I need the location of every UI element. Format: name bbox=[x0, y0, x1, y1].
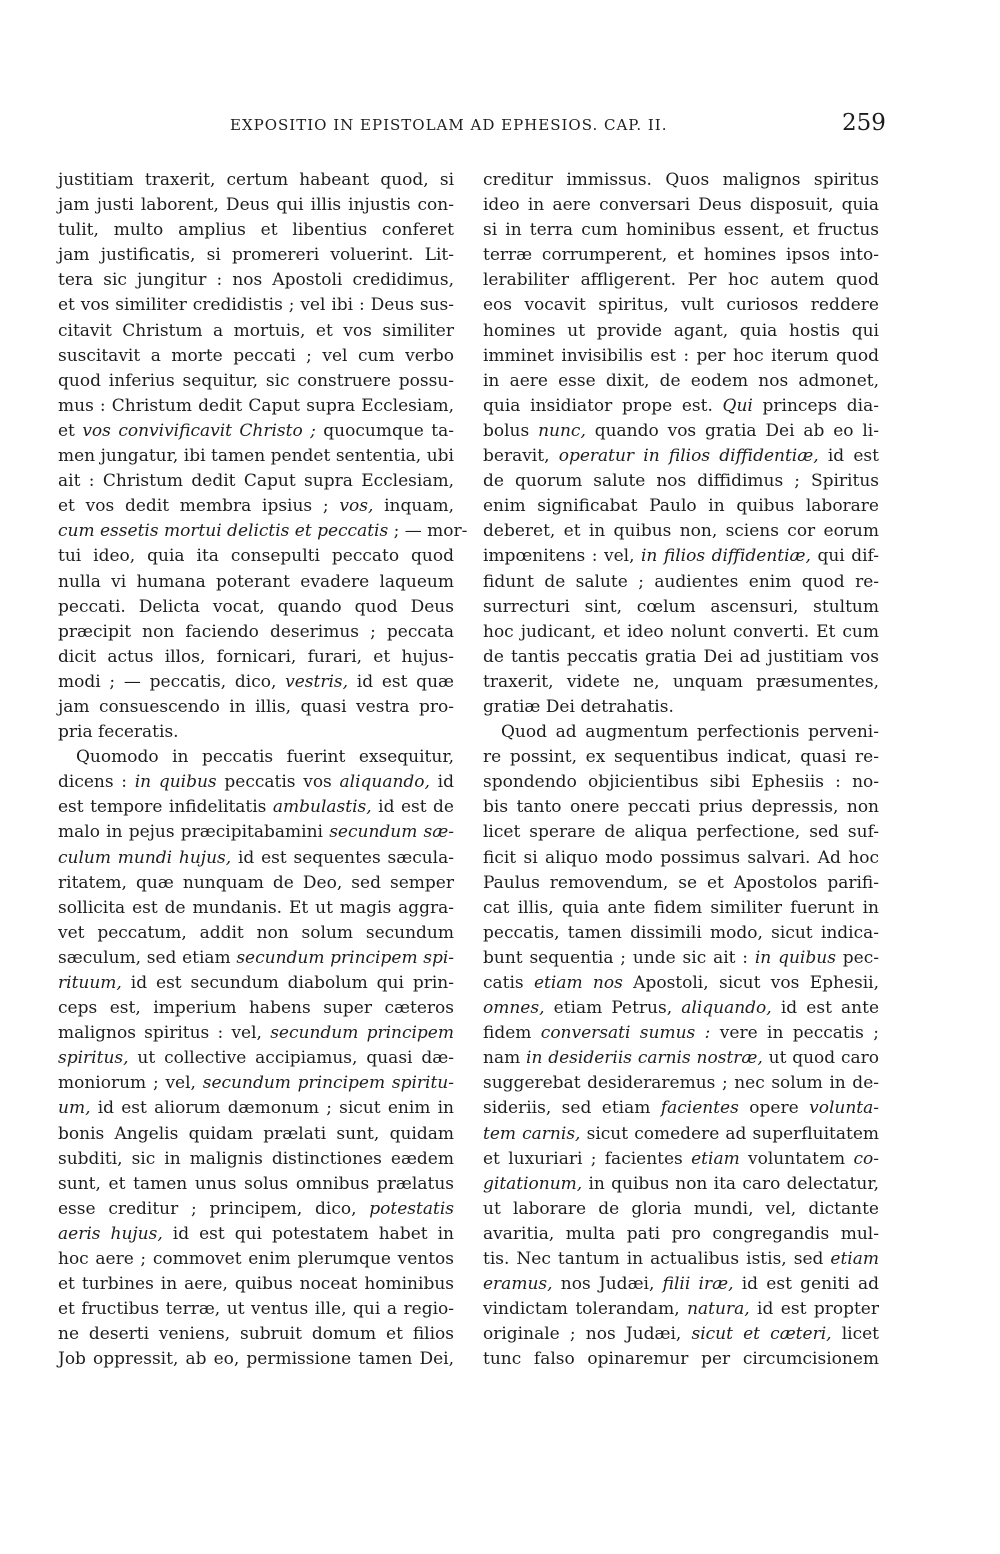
italic-text: volunta- bbox=[809, 1098, 879, 1119]
text-segment: traxerit, videte ne, unquam præsumentes, bbox=[483, 671, 879, 692]
text-segment: nam bbox=[483, 1048, 527, 1069]
text-line bbox=[483, 1347, 879, 1372]
text-segment: et vos dedit membra ipsius ; bbox=[58, 496, 340, 517]
text-segment: sideriis, sed etiam bbox=[483, 1098, 661, 1119]
italic-text: culum mundi hujus, bbox=[58, 847, 232, 868]
italic-text: co- bbox=[853, 1148, 879, 1169]
italic-text: etiam bbox=[691, 1148, 740, 1169]
text-column-left bbox=[58, 168, 468, 1373]
text-line bbox=[58, 494, 454, 519]
text-line bbox=[483, 319, 879, 344]
italic-text: conversati sumus : bbox=[540, 1023, 711, 1044]
italic-text: secundum sæ- bbox=[329, 822, 454, 843]
text-segment: et turbines in aere, quibus noceat hominibus bbox=[58, 1274, 454, 1295]
text-segment: nos Judæi, bbox=[552, 1274, 663, 1295]
text-segment: princeps dia- bbox=[752, 395, 880, 416]
italic-text: in filios diffidentiæ, bbox=[641, 546, 811, 567]
text-segment: impœnitens : vel, bbox=[483, 546, 641, 567]
text-segment: homines ut provide agant, quia hostis qui bbox=[483, 320, 879, 341]
italic-text: vos convivificavit Christo ; bbox=[82, 420, 316, 441]
text-segment: pria feceratis. bbox=[58, 722, 179, 743]
text-segment: et fructibus terræ, ut ventus ille, qui a regio- bbox=[58, 1299, 454, 1320]
italic-text: um, bbox=[58, 1098, 91, 1119]
text-segment: pec- bbox=[835, 947, 879, 968]
text-segment: jam justi laborent, Deus qui illis injustis con- bbox=[58, 195, 454, 216]
text-segment: et bbox=[58, 420, 83, 441]
text-segment: de tantis peccatis gratia Dei ad justitiam vos bbox=[483, 646, 879, 667]
text-line bbox=[483, 745, 879, 770]
text-line bbox=[58, 293, 454, 318]
text-segment: id est bbox=[818, 446, 879, 467]
text-segment: sunt, et tamen unus solus omnibus prælatus bbox=[58, 1173, 454, 1194]
text-line bbox=[483, 494, 879, 519]
italic-text: vos, bbox=[339, 496, 374, 517]
text-line bbox=[58, 1297, 454, 1322]
text-segment: quia insidiator prope est. bbox=[483, 395, 723, 416]
text-line bbox=[483, 996, 879, 1021]
text-line bbox=[58, 921, 454, 946]
text-segment: voluntatem bbox=[739, 1148, 854, 1169]
text-segment: spondendo objicientibus sibi Ephesiis : no- bbox=[483, 772, 879, 793]
text-segment: fidem bbox=[483, 1023, 541, 1044]
text-line bbox=[58, 344, 454, 369]
text-line bbox=[58, 444, 454, 469]
text-segment: Quomodo in peccatis fuerint exsequitur, bbox=[76, 747, 454, 768]
text-segment: ficit si aliquo modo possimus salvari. Ad hoc bbox=[483, 847, 879, 868]
text-line bbox=[58, 795, 454, 820]
text-line bbox=[58, 1322, 454, 1347]
italic-text: aeris hujus, bbox=[58, 1223, 163, 1244]
text-segment: licet sperare de aliqua perfectione, sed suf- bbox=[483, 822, 879, 843]
italic-text: potestatis bbox=[369, 1198, 454, 1219]
text-segment: id est quæ bbox=[348, 671, 454, 692]
text-column-right bbox=[483, 168, 879, 1373]
text-line bbox=[483, 620, 879, 645]
text-line bbox=[483, 921, 879, 946]
text-segment: vere in peccatis ; bbox=[710, 1023, 880, 1044]
text-line bbox=[483, 670, 879, 695]
italic-text: secundum principem bbox=[270, 1023, 454, 1044]
text-segment: peccati. Delicta vocat, quando quod Deus bbox=[58, 596, 454, 617]
text-line bbox=[58, 595, 454, 620]
text-line bbox=[483, 1122, 879, 1147]
italic-text: ambulastis, bbox=[272, 797, 372, 818]
text-segment: beravit, bbox=[483, 446, 559, 467]
text-segment: et vos similiter credidistis ; vel ibi : Deus sus- bbox=[58, 295, 454, 316]
text-line bbox=[58, 620, 454, 645]
text-line bbox=[58, 168, 454, 193]
text-segment: sollicita est de mundanis. Et ut magis aggra- bbox=[58, 897, 454, 918]
text-segment: licet bbox=[831, 1324, 880, 1345]
italic-text: secundum principem spi- bbox=[236, 947, 455, 968]
italic-text: natura, bbox=[687, 1299, 750, 1320]
text-segment: in quibus non ita caro delectatur, bbox=[582, 1173, 879, 1194]
text-line bbox=[483, 394, 879, 419]
text-line bbox=[483, 946, 879, 971]
text-segment: surrecturi sint, cœlum ascensuri, stultum bbox=[483, 596, 879, 617]
italic-text: in desideriis carnis nostræ, bbox=[526, 1048, 763, 1069]
text-line bbox=[483, 595, 879, 620]
text-line bbox=[58, 519, 468, 544]
italic-text: vestris, bbox=[285, 671, 349, 692]
text-line bbox=[58, 469, 454, 494]
text-segment: malignos spiritus : vel, bbox=[58, 1023, 271, 1044]
text-line bbox=[483, 846, 879, 871]
text-line bbox=[58, 745, 454, 770]
text-segment: si in terra cum hominibus essent, et fructus bbox=[483, 220, 879, 241]
text-segment: Job oppressit, ab eo, permissione tamen Dei, bbox=[58, 1349, 454, 1370]
text-segment: ait : Christum dedit Caput supra Ecclesiam, bbox=[58, 471, 454, 492]
text-segment: est tempore infidelitatis bbox=[58, 797, 273, 818]
text-segment: ne deserti veniens, subruit domum et filios bbox=[58, 1324, 454, 1345]
text-line bbox=[483, 795, 879, 820]
text-line bbox=[483, 720, 879, 745]
text-line bbox=[483, 1197, 879, 1222]
text-segment: ceps est, imperium habens super cæteros bbox=[58, 998, 454, 1019]
text-segment: peccatis vos bbox=[216, 772, 340, 793]
text-segment: subditi, sic in malignis distinctiones eædem bbox=[58, 1148, 454, 1169]
text-segment: enim significabat Paulo in quibus laborare bbox=[483, 496, 879, 517]
text-line bbox=[58, 946, 454, 971]
text-segment: justitiam traxerit, certum habeant quod, si bbox=[58, 170, 454, 190]
text-line bbox=[483, 1147, 879, 1172]
text-line bbox=[483, 193, 879, 218]
text-segment: gratiæ Dei detrahatis. bbox=[483, 696, 674, 717]
text-segment: et luxuriari ; facientes bbox=[483, 1148, 692, 1169]
text-line bbox=[483, 645, 879, 670]
text-segment: bunt sequentia ; unde sic ait : bbox=[483, 947, 755, 968]
text-line bbox=[483, 1247, 879, 1272]
text-line bbox=[483, 871, 879, 896]
text-line bbox=[483, 369, 879, 394]
text-line bbox=[483, 570, 879, 595]
text-line bbox=[58, 419, 454, 444]
text-line bbox=[483, 896, 879, 921]
text-segment: imminet invisibilis est : per hoc iterum quod bbox=[483, 345, 879, 366]
text-segment: tunc falso opinaremur per circumcisionem bbox=[483, 1349, 879, 1370]
text-line bbox=[58, 544, 454, 569]
text-line bbox=[483, 1322, 879, 1347]
text-line bbox=[58, 1347, 454, 1372]
text-line bbox=[58, 394, 454, 419]
text-line bbox=[58, 1147, 454, 1172]
text-line bbox=[58, 971, 454, 996]
text-line bbox=[58, 193, 454, 218]
italic-text: aliquando, bbox=[339, 772, 430, 793]
text-line bbox=[58, 871, 454, 896]
text-segment: præcipit non faciendo deserimus ; peccata bbox=[58, 621, 454, 642]
text-line bbox=[483, 1222, 879, 1247]
italic-text: operatur in filios diffidentiæ, bbox=[558, 446, 819, 467]
text-line bbox=[483, 820, 879, 845]
italic-text: tem carnis, bbox=[483, 1123, 581, 1144]
text-segment: hoc judicant, et ideo nolunt converti. Et cum bbox=[483, 621, 879, 642]
text-segment: id est geniti ad bbox=[733, 1274, 880, 1295]
text-segment: id est ante bbox=[771, 998, 879, 1019]
italic-text: filii iræ, bbox=[662, 1274, 734, 1295]
text-line bbox=[483, 544, 879, 569]
text-segment: re possint, ex sequentibus indicat, quasi re- bbox=[483, 747, 879, 768]
text-line bbox=[58, 695, 454, 720]
text-segment: Paulus removendum, se et Apostolos parifi- bbox=[483, 872, 879, 893]
text-line bbox=[58, 319, 454, 344]
text-line bbox=[483, 243, 879, 268]
text-segment: cat illis, quia ante fidem similiter fuerunt in bbox=[483, 897, 879, 918]
italic-text: eramus, bbox=[483, 1274, 553, 1295]
italic-text: secundum principem spiritu- bbox=[202, 1073, 454, 1094]
text-segment: tis. Nec tantum in actualibus istis, sed bbox=[483, 1249, 831, 1270]
text-segment: id est propter bbox=[749, 1299, 879, 1320]
text-segment: dicens : bbox=[58, 772, 135, 793]
text-segment: originale ; nos Judæi, bbox=[483, 1324, 692, 1345]
text-line bbox=[483, 218, 879, 243]
text-segment: ut collective accipiamus, quasi dæ- bbox=[128, 1048, 454, 1069]
text-segment: catis bbox=[483, 973, 534, 993]
text-line bbox=[58, 1071, 454, 1096]
text-segment: hoc aere ; commovet enim plerumque ventos bbox=[58, 1249, 454, 1270]
text-segment: modi ; — peccatis, dico, bbox=[58, 671, 286, 692]
text-line bbox=[483, 1021, 879, 1046]
text-segment: ut quod caro bbox=[762, 1048, 879, 1069]
italic-text: gitationum, bbox=[483, 1173, 583, 1194]
text-line bbox=[483, 168, 879, 193]
text-segment: avaritia, multa pati pro congregandis mul- bbox=[483, 1223, 879, 1244]
text-segment: terræ corrumperent, et homines ipsos into- bbox=[483, 245, 879, 266]
text-line bbox=[58, 1096, 454, 1121]
text-segment: suscitavit a morte peccati ; vel cum verbo bbox=[58, 345, 454, 366]
text-segment: sicut comedere ad superfluitatem bbox=[580, 1123, 879, 1144]
text-segment: eos vocavit spiritus, vult curiosos reddere bbox=[483, 295, 879, 316]
italic-text: etiam nos bbox=[534, 973, 623, 993]
text-segment: malo in pejus præcipitabamini bbox=[58, 822, 330, 843]
text-line bbox=[483, 770, 879, 795]
text-line bbox=[483, 444, 879, 469]
text-segment: quocumque ta- bbox=[315, 420, 454, 441]
text-segment: ; — mor- bbox=[388, 521, 468, 542]
text-segment: ideo in aere conversari Deus disposuit, quia bbox=[483, 195, 879, 216]
text-segment: id est secundum diabolum qui prin- bbox=[121, 973, 454, 993]
text-line bbox=[58, 1122, 454, 1147]
text-line bbox=[483, 971, 879, 996]
page-number: 259 bbox=[842, 110, 886, 136]
text-line bbox=[483, 1046, 879, 1071]
text-line bbox=[483, 519, 879, 544]
italic-text: rituum, bbox=[58, 973, 122, 993]
text-segment: creditur immissus. Quos malignos spiritus bbox=[483, 170, 879, 190]
italic-text: facientes bbox=[660, 1098, 739, 1119]
text-line bbox=[483, 469, 879, 494]
text-segment: men jungatur, ibi tamen pendet sententia, ubi bbox=[58, 446, 454, 467]
text-segment: opere bbox=[738, 1098, 810, 1119]
text-line bbox=[58, 1021, 454, 1046]
text-line bbox=[483, 1071, 879, 1096]
text-line bbox=[483, 344, 879, 369]
text-line bbox=[58, 996, 454, 1021]
text-segment: id est qui potestatem habet in bbox=[162, 1223, 454, 1244]
text-segment: jam consuescendo in illis, quasi vestra pro- bbox=[58, 696, 454, 717]
text-segment: id est sequentes sæcula- bbox=[231, 847, 454, 868]
text-segment: Apostoli, sicut vos Ephesii, bbox=[622, 973, 879, 993]
text-segment: lerabiliter affligerent. Per hoc autem quod bbox=[483, 270, 879, 291]
running-header: EXPOSITIO IN EPISTOLAM AD EPHESIOS. CAP. II. bbox=[230, 116, 668, 134]
text-segment: nulla vi humana poterant evadere laqueum bbox=[58, 571, 454, 592]
italic-text: aliquando, bbox=[681, 998, 772, 1019]
text-segment: suggerebat desideraremus ; nec solum in de- bbox=[483, 1073, 879, 1094]
italic-text: in quibus bbox=[134, 772, 217, 793]
italic-text: nunc, bbox=[538, 420, 586, 441]
text-line bbox=[58, 846, 454, 871]
text-line bbox=[58, 820, 454, 845]
text-line bbox=[58, 1197, 454, 1222]
text-line bbox=[58, 896, 454, 921]
text-line bbox=[58, 268, 454, 293]
text-line bbox=[58, 645, 454, 670]
text-line bbox=[58, 1272, 454, 1297]
text-line bbox=[483, 419, 879, 444]
text-segment: quod inferius sequitur, sic construere possu- bbox=[58, 370, 454, 391]
italic-text: Qui bbox=[722, 395, 753, 416]
text-segment: id est de bbox=[371, 797, 454, 818]
text-line bbox=[483, 1297, 879, 1322]
text-segment: ut laborare de gloria mundi, vel, dictante bbox=[483, 1198, 879, 1219]
text-segment: tui ideo, quia ita consepulti peccato quod bbox=[58, 546, 454, 567]
text-line bbox=[58, 369, 454, 394]
italic-text: omnes, bbox=[483, 998, 545, 1019]
text-segment: citavit Christum a mortuis, et vos similiter bbox=[58, 320, 454, 341]
text-segment: id est aliorum dæmonum ; sicut enim in bbox=[90, 1098, 454, 1119]
text-segment: qui dif- bbox=[810, 546, 879, 567]
italic-text: spiritus, bbox=[58, 1048, 129, 1069]
text-line bbox=[58, 218, 454, 243]
text-line bbox=[483, 1096, 879, 1121]
text-segment: esse creditur ; principem, dico, bbox=[58, 1198, 370, 1219]
text-segment: etiam Petrus, bbox=[544, 998, 682, 1019]
text-segment: Quod ad augmentum perfectionis perveni- bbox=[501, 722, 879, 743]
text-segment: vindictam tolerandam, bbox=[483, 1299, 688, 1320]
text-segment: inquam, bbox=[373, 496, 454, 517]
text-line bbox=[58, 1247, 454, 1272]
text-line bbox=[58, 1172, 454, 1197]
text-segment: bonis Angelis quidam prælati sunt, quidam bbox=[58, 1123, 454, 1144]
text-segment: tera sic jungitur : nos Apostoli credidimus, bbox=[58, 270, 454, 291]
text-line bbox=[483, 1172, 879, 1197]
text-segment: id bbox=[429, 772, 454, 793]
text-segment: peccatis, tamen dissimili modo, sicut indica- bbox=[483, 922, 879, 943]
text-segment: jam justificatis, si promereri voluerint. Lit- bbox=[58, 245, 454, 266]
text-line bbox=[58, 770, 454, 795]
text-segment: dicit actus illos, fornicari, furari, et hujus- bbox=[58, 646, 454, 667]
text-segment: mus : Christum dedit Caput supra Ecclesiam, bbox=[58, 395, 454, 416]
text-segment: quando vos gratia Dei ab eo li- bbox=[585, 420, 879, 441]
text-segment: de quorum salute nos diffidimus ; Spiritus bbox=[483, 471, 879, 492]
text-segment: sæculum, sed etiam bbox=[58, 947, 237, 968]
text-segment: ritatem, quæ nunquam de Deo, sed semper bbox=[58, 872, 454, 893]
italic-text: etiam bbox=[830, 1249, 879, 1270]
text-segment: bolus bbox=[483, 420, 539, 441]
text-line bbox=[58, 670, 454, 695]
text-segment: deberet, et in quibus non, sciens cor eorum bbox=[483, 521, 879, 542]
text-line bbox=[58, 720, 454, 745]
italic-text: cum essetis mortui delictis et peccatis bbox=[58, 521, 389, 542]
text-line bbox=[58, 1046, 454, 1071]
text-segment: bis tanto onere peccati prius depressis, non bbox=[483, 797, 879, 818]
text-line bbox=[58, 570, 454, 595]
text-line bbox=[58, 1222, 454, 1247]
text-segment: fidunt de salute ; audientes enim quod re- bbox=[483, 571, 879, 592]
text-line bbox=[483, 268, 879, 293]
text-segment: tulit, multo amplius et libentius conferet bbox=[58, 220, 454, 241]
text-line bbox=[483, 1272, 879, 1297]
text-segment: moniorum ; vel, bbox=[58, 1073, 203, 1094]
text-segment: vet peccatum, addit non solum secundum bbox=[58, 922, 454, 943]
italic-text: sicut et cæteri, bbox=[691, 1324, 832, 1345]
text-line bbox=[483, 293, 879, 318]
text-line bbox=[483, 695, 879, 720]
text-line bbox=[58, 243, 454, 268]
text-segment: in aere esse dixit, de eodem nos admonet, bbox=[483, 370, 879, 391]
italic-text: in quibus bbox=[754, 947, 836, 968]
